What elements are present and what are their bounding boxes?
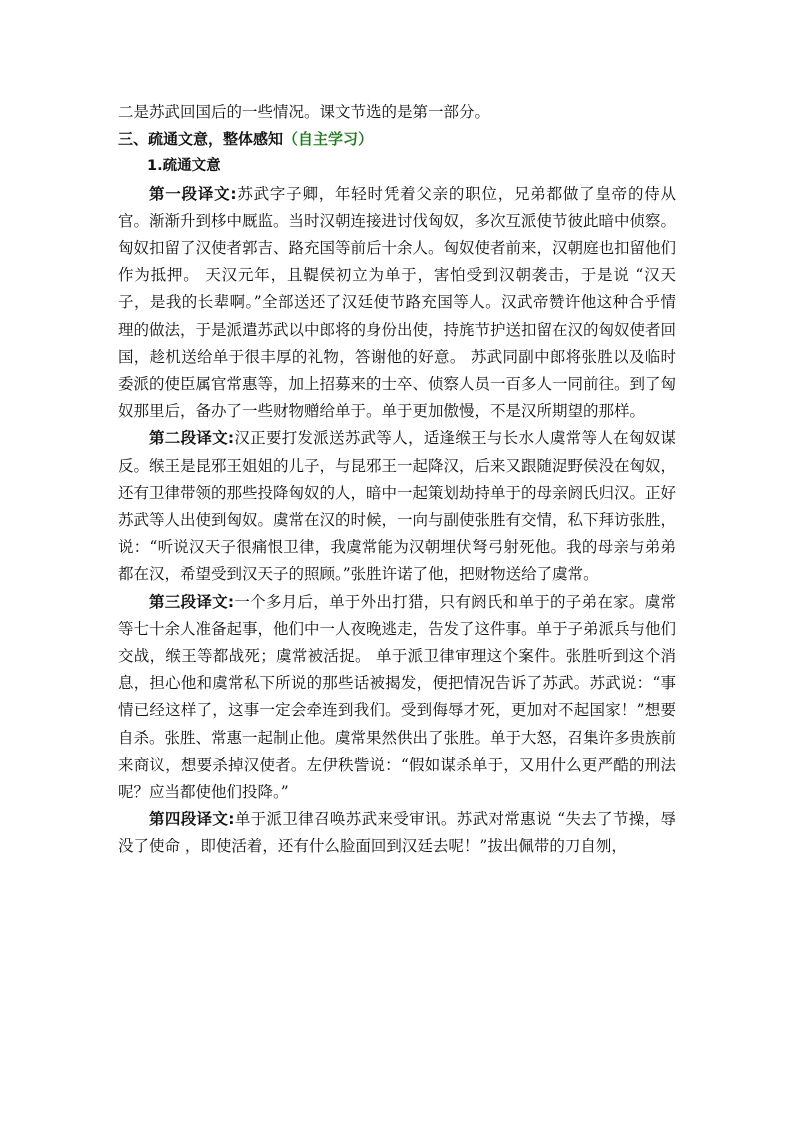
paragraph-2-text: 汉正要打发派送苏武等人，适逢缑王与长水人虞常等人在匈奴谋反。缑王是昆邪王姐姐的儿子，与昆邪王一起降汉，后来又跟随浞野侯没在匈奴，还有卫律带领的那些投降匈奴的人，暗中一起策划劫持单于的母亲阏氏归汉。正好苏武等人出使到匈奴。虞常在汉的时候，一向与副使张胜有交情，私下拜访张胜，说：“听说汉天子很痛恨卫律，我虞常能为汉朝埋伏弩弓射死他。我的母亲与弟弟都在汉，希望受到汉天子的照顾。”张胜许诺了他，把财物送给了虞常。 (118, 429, 677, 584)
document-body (118, 99, 676, 861)
section-heading-note: （自主学习） (283, 130, 374, 149)
intro-line: 二是苏武回国后的一些情况。课文节选的是第一部分。 (118, 103, 491, 121)
paragraph-2 (118, 425, 676, 588)
paragraph-3-text: 一个多月后，单于外出打猎，只有阏氏和单于的子弟在家。虞常等七十余人准备起事，他们中一人夜晚逃走，告发了这件事。单于子弟派兵与他们交战，缑王等都战死；虞常被活捉。 单于派卫律审理这个案件。张胜听到这个消息，担心他和虞常私下所说的那些话被揭发，便把情况告诉了苏武。苏武说：“事情已经这样了，这事一定会牵连到我们。受到侮辱才死，更加对不起国家！”想要自杀。张胜、常惠一起制止他。虞常果然供出了张胜。单于大怒，召集许多贵族前来商议，想要杀掉汉使者。左伊秩訾说：“假如谋杀单于，又用什么更严酷的刑法呢？应当都使他们投降。” (118, 592, 677, 802)
paragraph-4-label: 第四段译文: (149, 810, 235, 829)
paragraph-3 (118, 589, 676, 807)
section-heading (118, 126, 676, 153)
paragraph-1-label: 第一段译文: (149, 184, 237, 203)
paragraph-3-label: 第三段译文: (149, 592, 235, 611)
paragraph-4-text: 单于派卫律召唤苏武来受审讯。苏武对常惠说 “失去了节操，辱没了使命 ，即使活着，还有什么脸面回到汉廷去呢！”拔出佩带的刀自刎， (118, 810, 677, 856)
paragraph-4 (118, 806, 676, 860)
paragraph-1-text: 苏武字子卿，年轻时凭着父亲的职位，兄弟都做了皇帝的侍从官。渐渐升到栘中厩监。当时汉朝连接进讨伐匈奴，多次互派使节彼此暗中侦察。匈奴扣留了汉使者郭吉、路充国等前后十余人。匈奴使者前来，汉朝庭也扣留他们作为抵押。 天汉元年，且鞮侯初立为单于，害怕受到汉朝袭击，于是说 “汉天子，是我的长辈啊。”全部送还了汉廷使节路充国等人。汉武帝赞许他这种合乎情理的做法，于是派遣苏武以中郎将的身份出使，持旄节护送扣留在汉的匈奴使者回国，趁机送给单于很丰厚的礼物，答谢他的好意。 苏武同副中郎将张胜以及临时委派的使臣属官常惠等，加上招募来的士卒、侦察人员一百多人一同前往。到了匈奴那里后，备办了一些财物赠给单于。单于更加傲慢，不是汉所期望的那样。 (118, 184, 677, 421)
paragraph-2-label: 第二段译文: (149, 429, 235, 448)
paragraph-1 (118, 181, 676, 426)
subheading: 1.疏通文意 (147, 158, 221, 175)
section-heading-title: 三、疏通文意，整体感知 (118, 130, 284, 149)
